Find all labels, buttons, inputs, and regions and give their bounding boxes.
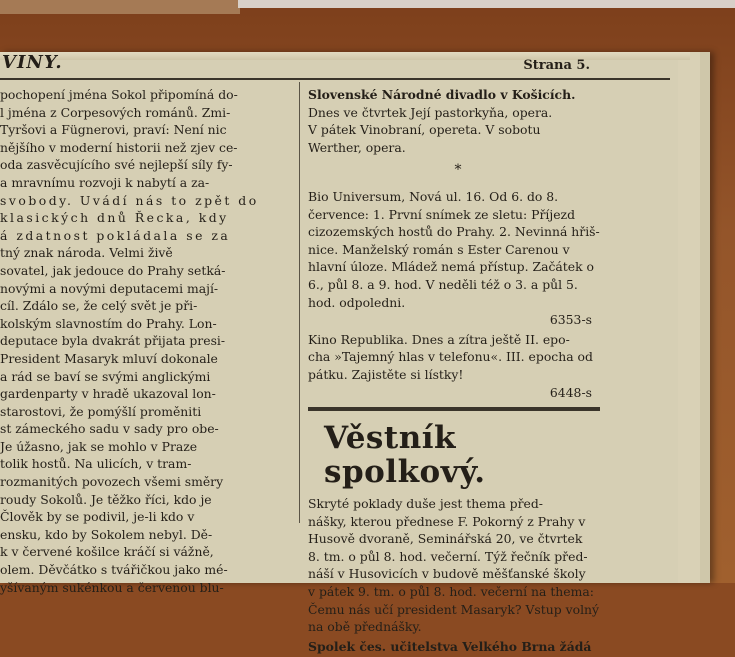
paper-scrap — [0, 0, 240, 14]
text-line: Werther, opera. — [308, 139, 406, 155]
text-line: cha »Tajemný hlas v telefonu«. III. epocha od — [308, 349, 593, 365]
page-number: Strana 5. — [523, 58, 590, 73]
section-rule — [308, 407, 600, 411]
text-line: tolik hostů. Na ulicích, v tram- — [0, 456, 192, 472]
text-line: a mravnímu rozvoji k nabytí a za- — [0, 174, 210, 190]
text-line: na obě přednášky. — [308, 619, 422, 635]
text-line: l jména z Corpesových románů. Zmi- — [0, 104, 231, 120]
text-line: tný znak národa. Velmi živě — [0, 245, 173, 261]
text-line: ensku, kdo by Sokolem nebyl. Dě- — [0, 526, 213, 542]
text-line: Husově dvoraně, Seminářská 20, ve čtvrtek — [308, 531, 583, 547]
text-line: kolským slavnostím do Prahy. Lon- — [0, 315, 217, 331]
notice-paragraph — [308, 638, 608, 656]
page-header — [0, 52, 670, 74]
text-line: cizozemských hostů do Prahy. 2. Nevinná hřiš- — [308, 224, 600, 240]
text-line: gardenparty v hradě ukazoval lon- — [0, 386, 216, 402]
text-line: 8. tm. o půl 8. hod. večerní. Týž řečník před- — [308, 548, 588, 564]
text-line: klasických dnů Řecka, kdy — [0, 210, 229, 226]
text-line: a rád se baví se svými anglickými — [0, 368, 211, 384]
cinema-ad — [308, 331, 608, 401]
text-line: Bio Universum, Nová ul. 16. Od 6. do 8. — [308, 188, 559, 204]
text-line: nějšího v moderní historii než zjev ce- — [0, 139, 238, 155]
text-line: novými a novými deputacemi mají- — [0, 280, 219, 296]
text-line: Čemu nás učí president Masaryk? Vstup volný — [308, 601, 600, 617]
text-line: st zámeckého sadu v sady pro obe- — [0, 421, 219, 437]
text-line: svobody. Uvádí nás to zpět do — [0, 192, 259, 208]
text-line: yšívaným sukénkou a červenou blu- — [0, 579, 224, 595]
column-divider — [299, 82, 300, 523]
text-line: President Masaryk mluví dokonale — [0, 350, 218, 366]
text-line: V pátek Vinobraní, opereta. V sobotu — [308, 122, 541, 138]
newspaper-page — [0, 52, 678, 654]
text-line: á zdatnost pokládala se za — [0, 227, 231, 243]
text-line: hlavní úloze. Mládež nemá přístup. Začátek o — [308, 259, 594, 275]
section-heading: Věstník spolkový. — [324, 420, 486, 491]
text-line: deputace byla dvakrát přijata presi- — [0, 333, 226, 349]
header-rule — [0, 78, 670, 80]
text-line: rozmanitých povozech všemi směry — [0, 474, 224, 490]
right-column — [308, 86, 608, 657]
text-line: Spolek čes. učitelstva Velkého Brna žádá — [308, 638, 592, 654]
text-line: pátku. Zajistěte si lístky! — [308, 366, 464, 382]
text-line: Je úžasno, jak se mohlo v Praze — [0, 438, 198, 454]
text-line: oda zasvěcujícího své nejlepší síly fy- — [0, 157, 233, 173]
text-line: 6., půl 8. a 9. hod. V neděli též o 3. a půl 5. — [308, 276, 578, 292]
separator-star: * — [454, 162, 462, 179]
section-name: VINY. — [2, 52, 63, 73]
text-line: pochopení jména Sokol připomíná do- — [0, 87, 238, 102]
text-line: Člověk by se podivil, je-li kdo v — [0, 509, 195, 525]
text-line: roudy Sokolů. Je těžko říci, kdo je — [0, 491, 212, 507]
ad-code: 6448-s — [549, 384, 592, 400]
left-column — [0, 86, 294, 596]
text-line: nice. Manželský román s Ester Carenou v — [308, 241, 570, 257]
text-line: Tyršovi a Fügnerovi, praví: Není nic — [0, 122, 227, 138]
white-paper-edge — [238, 0, 735, 8]
text-line: Skryté poklady duše jest thema před- — [308, 496, 543, 512]
theatre-notice — [308, 86, 608, 156]
text-line: cíl. Zdálo se, že celý svět je při- — [0, 298, 198, 314]
text-line: v pátek 9. tm. o půl 8. hod. večerní na thema: — [308, 584, 594, 600]
text-line: starostovi, že pomýšlí proměniti — [0, 403, 202, 419]
text-line: Kino Republika. Dnes a zítra ještě II. epo- — [308, 331, 570, 347]
text-line: sovatel, jak jedouce do Prahy setká- — [0, 262, 226, 278]
text-line: Dnes ve čtvrtek Její pastorkyňa, opera. — [308, 104, 553, 120]
cinema-ad — [308, 188, 608, 329]
text-line: olem. Děvčátko s tvářičkou jako mé- — [0, 562, 228, 578]
text-line: července: 1. První snímek ze sletu: Příjezd — [308, 206, 576, 222]
notice-paragraph — [308, 495, 608, 636]
text-line: nášky, kterou přednese F. Pokorný z Prahy v — [308, 513, 586, 529]
text-line: náší v Husovicích v budově měšťanské školy — [308, 566, 586, 582]
ad-code: 6353-s — [549, 312, 592, 328]
text-line: k v červené košilce kráčí si vážně, — [0, 544, 214, 560]
text-line: hod. odpoledni. — [308, 294, 406, 310]
theatre-heading: Slovenské Národné divadlo v Košicích. — [308, 87, 576, 102]
